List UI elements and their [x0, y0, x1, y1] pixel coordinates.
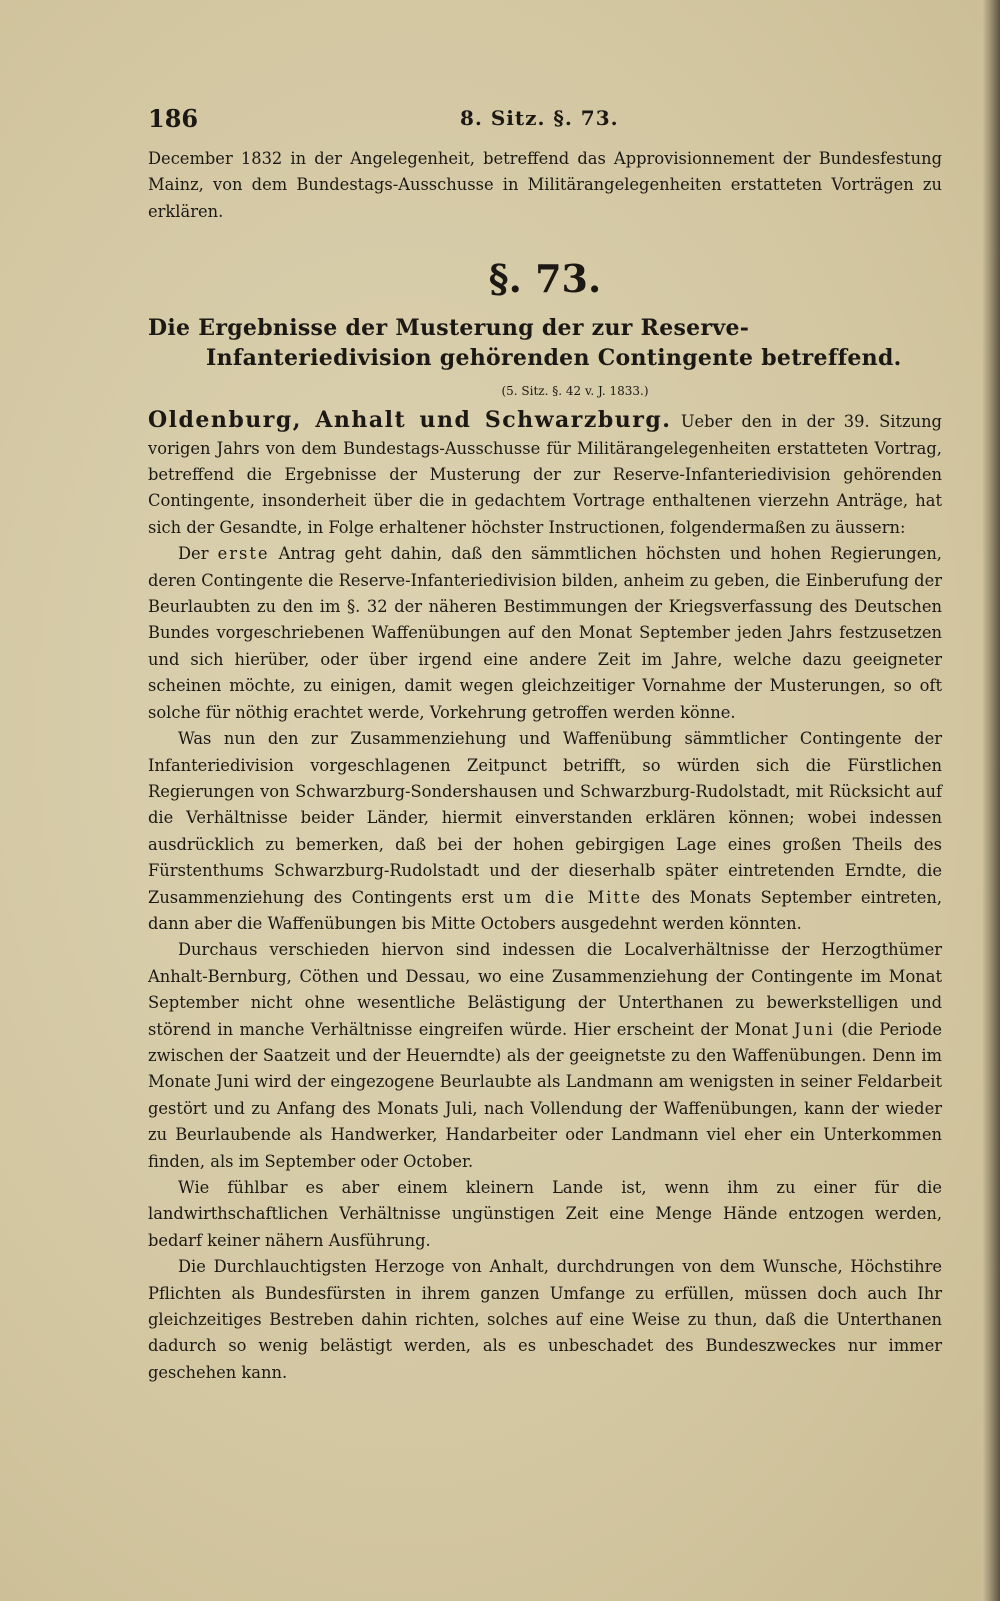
paragraph-3-text-a: Was nun den zur Zusammenziehung und Waffenübung sämmtlicher Contingente der Infanteriedivision vorgeschlagenen Zeitpunct betrifft, so würden sich die Fürstlichen Regierungen von Schwarzburg-Sondershausen und Schwarzburg-Rudolstadt, mit Rücksicht auf die Verhältnisse beider Länder, hiermit einverstanden erklären können; wobei indessen ausdrücklich zu bemerken, daß bei der hohen gebirgigen Lage eines großen Theils des Fürstenthums Schwarzburg-Rudolstadt und der dieserhalb später eintretenden Erndte, die Zusammenziehung des Contingents erst [148, 729, 942, 907]
page-header [148, 104, 948, 134]
section-title: Die Ergebnisse der Musterung der zur Reserve-Infanteriedivision gehörenden Contingente betreffend. [148, 315, 902, 372]
paragraph-4-text-b: (die Periode zwischen der Saatzeit und der Heuerndte) als der geeignetste zu den Waffenübungen. Denn im Monate Juni wird der eingezogene Beurlaubte als Landmann am wenigsten in seiner Feldarbeit gestört und zu Anfang des Monats Juli, nach Vollendung der Waffenübungen, kann der wieder zu Beurlaubende als Handwerker, Handarbeiter oder Landmann viel eher ein Unterkommen finden, als im September oder October. [148, 1019, 942, 1171]
paragraph-2 [148, 541, 942, 726]
intro-paragraph: December 1832 in der Angelegenheit, betreffend das Approvisionnement der Bundesfestung Mainz, von dem Bundestags-Ausschusse in Militärangelegenheiten erstatteten Vorträgen zu erklären. [148, 149, 942, 221]
paragraph-4-text-a: Durchaus verschieden hiervon sind indessen die Localverhältnisse der Herzogthümer Anhalt-Bernburg, Cöthen und Dessau, wo eine Zusammenziehung der Contingente im Monat September nicht ohne wesentliche Belästigung der Unterthanen zu bewerkstelligen und störend in manche Verhältnisse eingreifen würde. Hier erscheint der Monat [148, 940, 942, 1039]
paragraph-3-emphasis: um die Mitte [503, 887, 643, 907]
page-edge [982, 0, 1000, 1601]
section-number: §. 73. [488, 256, 602, 302]
paragraph-6: Die Durchlauchtigsten Herzoge von Anhalt, durchdrungen von dem Wunsche, Höchstihre Pflichten als Bundesfürsten in ihrem ganzen Umfange zu erfüllen, müssen doch auch Ihr gleichzeitiges Bestreben dahin richten, solches auf eine Weise zu thun, daß die Unterthanen dadurch so wenig belästigt werden, als es unbeschadet des Bundeszweckes nur immer geschehen kann. [148, 1257, 942, 1382]
running-head: 8. Sitz. §. 73. [460, 106, 619, 130]
paragraph-1-lead: Oldenburg, Anhalt und Schwarzburg. [148, 407, 672, 434]
paragraph-2-text-b: Antrag geht dahin, daß den sämmtlichen höchsten und hohen Regierungen, deren Contingente die Reserve-Infanteriedivision bilden, anheim zu geben, die Einberufung der Beurlaubten zu den im §. 32 der näheren Bestimmungen der Kriegsverfassung des Deutschen Bundes vorgeschriebenen Waffenübungen auf den Monat September jeden Jahrs festzusetzen und sich hierüber, oder über irgend eine andere Zeit im Jahre, welche dazu geeigneter scheinen möchte, zu einigen, damit wegen gleichzeitiger Vornahme der Musterungen, so oft solche für nöthig erachtet werde, Vorkehrung getroffen werden könne. [148, 544, 942, 722]
paragraph-1 [148, 407, 942, 541]
paragraph-1-body: Ueber den in der 39. Sitzung vorigen Jahrs von dem Bundestags-Ausschusse für Militärangelegenheiten erstatteten Vortrag, betreffend die Ergebnisse der Musterung der zur Reserve-Infanteriedivision gehörenden Contingente, insonderheit über die in gedachtem Vortrage enthaltenen vierzehn Anträge, hat sich der Gesandte, in Folge erhaltener höchster Instructionen, folgendermaßen zu äussern: [148, 412, 942, 537]
paragraph-2-emphasis: erste [217, 544, 270, 564]
paragraph-4-emphasis: Juni [794, 1019, 835, 1039]
paragraph-4 [148, 937, 942, 1175]
paragraph-2-text-a: Der [178, 544, 218, 564]
paragraph-3 [148, 726, 942, 937]
section-citation: (5. Sitz. §. 42 v. J. 1833.) [501, 384, 649, 399]
page-number: 186 [148, 104, 199, 133]
page-body [148, 146, 942, 1386]
paragraph-5: Wie fühlbar es aber einem kleinern Lande ist, wenn ihm zu einer für die landwirthschaftlichen Verhältnisse ungünstigen Zeit eine Menge Hände entzogen werden, bedarf keiner nähern Ausführung. [148, 1178, 942, 1250]
paragraph-3-text-b: des Monats September eintreten, dann aber die Waffenübungen bis Mitte Octobers ausgedehnt werden könnten. [148, 887, 942, 933]
